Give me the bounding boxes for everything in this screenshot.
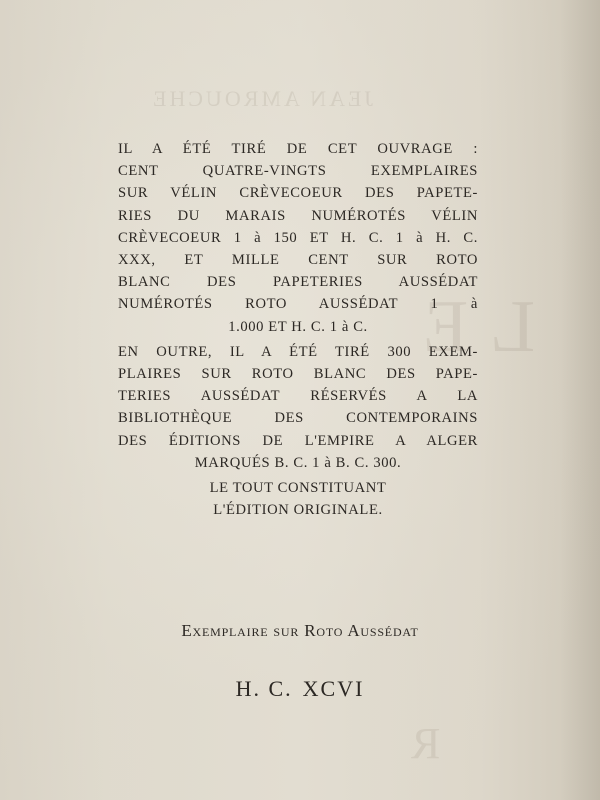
colophon-line: NUMÉROTÉS ROTO AUSSÉDAT 1 à: [118, 296, 478, 313]
colophon-line: RIES DU MARAIS NUMÉROTÉS VÉLIN: [118, 207, 478, 224]
colophon-line: CENT QUATRE-VINGTS EXEMPLAIRES: [118, 163, 478, 180]
colophon-line: 1.000 ET H. C. 1 à C.: [228, 318, 368, 335]
colophon-line: TERIES AUSSÉDAT RÉSERVÉS A LA: [118, 388, 478, 405]
colophon-line: EN OUTRE, IL A ÉTÉ TIRÉ 300 EXEM-: [118, 343, 478, 360]
colophon-line: PLAIRES SUR ROTO BLANC DES PAPE-: [118, 366, 478, 383]
colophon-line: BLANC DES PAPETERIES AUSSÉDAT: [118, 274, 478, 291]
show-through-text-large: L E: [420, 286, 536, 368]
colophon-line: BIBLIOTHÈQUE DES CONTEMPORAINS: [118, 410, 478, 427]
colophon-line: L'ÉDITION ORIGINALE.: [213, 502, 383, 519]
colophon-line: CRÈVECOEUR 1 à 150 ET H. C. 1 à H. C.: [118, 229, 478, 246]
colophon-line: DES ÉDITIONS DE L'EMPIRE A ALGER: [118, 432, 478, 449]
colophon-line: XXX, ET MILLE CENT SUR ROTO: [118, 252, 478, 269]
colophon-block: [118, 138, 478, 521]
show-through-text-top: JEAN AMROUCHE: [150, 86, 373, 111]
colophon-line: LE TOUT CONSTITUANT: [209, 480, 387, 497]
colophon-line: SUR VÉLIN CRÈVECOEUR DES PAPETE-: [118, 185, 478, 202]
show-through-mark: R: [408, 719, 441, 768]
colophon-line: MARQUÉS B. C. 1 à B. C. 300.: [194, 454, 402, 471]
copy-number-prefix: H. C.: [235, 676, 293, 701]
exemplaire-label: Exemplaire sur Roto Aussédat: [181, 621, 419, 640]
copy-number: [0, 676, 600, 702]
colophon-line: IL A ÉTÉ TIRÉ DE CET OUVRAGE :: [118, 141, 478, 157]
copy-number-numeral: XCVI: [302, 676, 365, 701]
